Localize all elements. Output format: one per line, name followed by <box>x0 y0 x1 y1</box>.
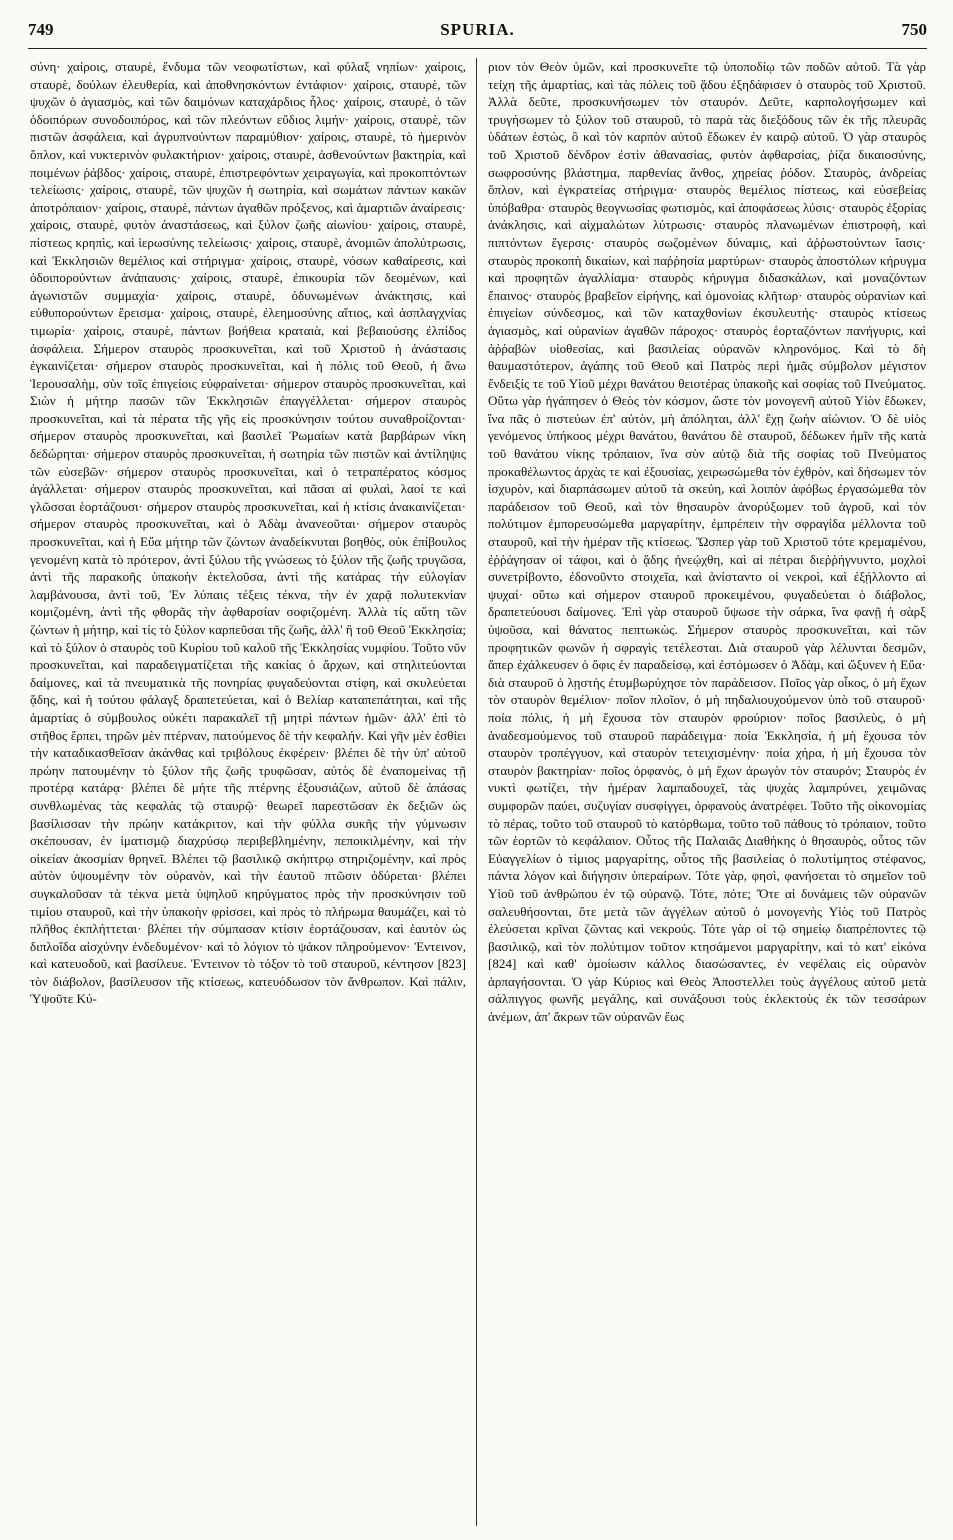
left-column <box>30 58 466 1528</box>
running-header <box>28 14 927 49</box>
left-column-text: σύνη· χαίροις, σταυρὲ, ἔνδυμα τῶν νεοφωτίστων, καὶ φύλαξ νηπίων· χαίροις, σταυρὲ, δούλων ἐλευθερία, καὶ ἀποθνησκόντων ἐντάφιον· χαίροις, σταυρὲ, τῶν ψυχῶν ὁ ἁγιασμὸς, καὶ τῶν δαιμόνων καταχάρδιος ἧλος· χαίροις, σταυρὲ, ὁ τῶν ὁδοιπόρων συνοδοιπόρος, καὶ τῶν πλεόντων εὔδιος λιμήν· χαίροις, σταυρὲ, τῶν πιστῶν ἀσφάλεια, καὶ ἀγρυπνούντων παραμύθιον· χαίροις, σταυρὲ, τὸ ἡμερινὸν ὅπλον, καὶ νυκτερινὸν φυλακτήριον· χαίροις, σταυρὲ, ἀσθενούντων βακτηρία, καὶ ποιμένων ῥάβδος· χαίροις, σταυρὲ, ἐπιστρεφόντων χειραγωγία, καὶ προκοπτόντων τελείωσις· χαίροις, σταυρὲ, τῶν ψυχῶν ἡ σωτηρία, καὶ σωμάτων πάντων κακῶν ἀποτρόπαιον· χαίροις, σταυρὲ, πάντων ἀγαθῶν πρόξενος, καὶ ἁμαρτιῶν ἀναίρεσις· χαίροις, σταυρὲ, φυτὸν ἀναστάσεως, καὶ ξύλον ζωῆς αἰωνίου· χαίροις, σταυρὲ, πίστεως κρηπὶς, καὶ ἱερωσύνης τελείωσις· χαίροις, σταυρὲ, ἀνομιῶν ἀπολύτρωσις, καὶ Ἐκκλησιῶν θεμέλιος καὶ στήριγμα· χαίροις, σταυρὲ, νόσων καθαίρεσις, καὶ ὁδοιπορούντων ἀνάπαυσις· χαίροις, σταυρὲ, ἐπικουρία τῶν δεομένων, καὶ ἀγωνιστῶν συμμαχία· χαίροις, σταυρὲ, ὀδυνωμένων ἀνάκτησις, καὶ εὐθυπορούντων ἔρεισμα· χαίροις, σταυρὲ, ἐλεημοσύνης αἴτιος, καὶ ἀσπλαγχνίας τιμωρία· χαίροις, σταυρὲ, πάντων βοήθεια κραταιὰ, καὶ βεβαιούσης ἐλπίδος ἀσφάλεια. Σήμερον σταυρὸς προσκυνεῖται, καὶ τοῦ Χριστοῦ ἡ ἀνάστασις ἐγκαινίζεται· σήμερον σταυρὸς προσκυνεῖται, καὶ ἡ πόλις τοῦ Θεοῦ, ἡ ἄνω Ἱερουσαλὴμ, σὺν τοῖς ἐπιγείοις εὐφραίνεται· σήμερον σταυρὸς προσκυνεῖται, καὶ Σιὼν ἡ μήτηρ πασῶν τῶν Ἐκκλησιῶν ἐπαγγέλλεται· σήμερον σταυρὸς προσκυνεῖται, καὶ τὰ πέρατα τῆς γῆς εἰς προσκύνησιν τούτου συναθροίζονται· σήμερον σταυρὸς προσκυνεῖται, καὶ βασιλεῖ Ῥωμαίων κατὰ βαρβάρων νίκη δεδώρηται· σήμερον σταυρὸς προσκυνεῖται, ἡ σωτηρία τῶν πιστῶν καὶ ἀντίληψις τῶν εὐσεβῶν· σήμερον σταυρὸς προσκυνεῖται, καὶ ὁ τετραπέρατος κόσμος ἀγάλλεται· σήμερον σταυρὸς προσκυνεῖται, καὶ πᾶσαι αἱ φυλαὶ, λαοί τε καὶ γλῶσσαι ἑορτάζουσι· σήμερον σταυρὸς προσκυνεῖται, καὶ ἡ κτίσις ἀνακαινίζεται· σήμερον σταυρὸς προσκυνεῖται, καὶ ὁ Ἀδὰμ ἀνανεοῦται· σήμερον σταυρὸς προσκυνεῖται, καὶ ἡ Εὔα μήτηρ τῶν ζώντων ἀναδείκνυται βοηθὸς, οὐκ ἐπίβουλος γενομένη κατὰ τὸ πρότερον, ἀντὶ ξύλου τῆς γνώσεως τὸ ξύλον τῆς ζωῆς τρυγῶσα, ἀντὶ τῆς παρακοῆς ὑπακοὴν ἐκτελοῦσα, ἀντὶ τῆς κατάρας τὴν εὐλογίαν λαμβάνουσα, ἀντὶ τοῦ, Ἐν λύπαις τέξεις τέκνα, τὴν ἐν χαρᾷ πολυτεκνίαν κομιζομένη, ἀντὶ τῆς φθορᾶς τὴν ἀφθαρσίαν σοφιζομένη. Ἀλλὰ τίς αὕτη τῶν ζώντων ἡ μήτηρ, καὶ τίς τὸ ξύλον καρπεῦσαι τῆς ζωῆς, ἀλλ' ἢ τοῦ Θεοῦ Ἐκκλησία; καὶ τὸ ξύλον ὁ σταυρὸς τοῦ Κυρίου τοῦ καλοῦ τῆς Ἐκκλησίας νυμφίου. Τοῦτο νῦν προσκυνεῖται, καὶ παραδειγματίζεται τῆς κακίας ὁ ἄρχων, καὶ στηλιτεύονται δαίμονες, καὶ τὰ πνευματικὰ τῆς πονηρίας φυγαδεύονται στίφη, καὶ σκυλεύεται ᾅδης, καὶ ἡ τούτου φάλαγξ δραπετεύεται, καὶ ὁ Βελίαρ καταπεπάτηται, καὶ τῆς ἁμαρτίας ὁ σύμβουλος οὐκέτι παρακαλεῖ τῇ μητρὶ πάντων ἡμῶν· ἀλλ' ἐπὶ τὸ στῆθος ἕρπει, τηρῶν μὲν πτέρναν, πατούμενος δὲ τὴν κεφαλήν. Καὶ γῆν μὲν ἐσθίει τὴν καταδικασθεῖσαν ἀκάνθας καὶ τριβόλους ἐκφέρειν· βλέπει δὲ τὴν ὑπ' αὐτοῦ πρώην πατουμένην τὸ ξύλον τῆς ζωῆς τρυφῶσαν, αὐτὸς δὲ ἐναπομείνας τῇ προτέρᾳ κατάρᾳ· βλέπει δὲ μήτε τῆς πτέρνης ἐξουσιάζων, αὐτοῦ δὲ ἁπάσας συνθλωμένας τὰς κεφαλὰς τῷ σταυρῷ· θεωρεῖ παρεστῶσαν ἐκ δεξιῶν ὡς βασίλισσαν τὴν πρώην κατάκριτον, καὶ τὴν φύλλα συκῆς τὴν γύμνωσιν σκέπουσαν, ἐν ἱματισμῷ διαχρύσῳ περιβεβλημένην, πεποικιλμένην, καὶ τὴν οἰκείαν ἀκοσμίαν θρηνεῖ. Βλέπει τῷ βασιλικῷ σκήπτρῳ στηριζομένην, καὶ πρὸς αὐτὸν ὑψουμένην τὸν οὐρανὸν, καὶ τὴν ἑαυτοῦ πτῶσιν ὀδύρεται· βλέπει συγκαλοῦσαν τὰ τέκνα μετὰ ὑψηλοῦ κηρύγματος πρὸς τὴν προσκύνησιν τοῦ τιμίου σταυροῦ, καὶ τὴν ὑπακοὴν φρίσσει, καὶ πρὸς τὸ πλήρωμα θαυμάζει, καὶ τὸ πλῆθος ἐκπλήττεται· βλέπει τὴν σύμπασαν κτίσιν ἑορτάζουσαν, καὶ ἑαυτὸν ὡς διπλοΐδα αἰσχύνην ἐνδεδυμένον· καὶ τὸ λόγιον τὸ ψάκον πληρούμενον· Ἐντεινον, καὶ κατευοδοῦ, καὶ βασίλευε. Ἐντεινον τὸ τόξον τὸ τοῦ σταυροῦ, κέντησον [823] τὸν διάβολον, βασίλευσον τῆς κτίσεως, κατευόδωσον τὸν ἄνθρωπον. Καὶ πάλιν, Ὑψοῦτε Κύ- <box>30 59 466 1007</box>
right-column <box>488 58 926 1528</box>
right-column-text: ριον τὸν Θεὸν ὑμῶν, καὶ προσκυνεῖτε τῷ ὑποποδίῳ τῶν ποδῶν αὐτοῦ. Τὰ γὰρ τείχη τῆς ἁμαρτίας, καὶ τὰς πόλεις τοῦ ᾅδου ἐξηδάφισεν ὁ σταυρὸς τοῦ Χριστοῦ. Ἀλλὰ δεῦτε, προσκυνήσωμεν τὸν σταυρόν. Δεῦτε, καρπολογήσωμεν καὶ τρυγήσωμεν τὸ ξύλον τοῦ σταυροῦ, τὸ παρὰ τὰς διεξόδους τῶν ἐκ τῆς πλευρᾶς ὑδάτων ἑστὼς, ὃ καὶ τὸν καρπὸν αὐτοῦ ἔδωκεν ἐν καιρῷ αὐτοῦ. Ὁ γὰρ σταυρὸς τοῦ Χριστοῦ δένδρον ἐστὶν ἀθανασίας, φυτὸν ἀφθαρσίας, ῥίζα δικαιοσύνης, σωφροσύνης βλάστημα, παρθενίας ἄνθος, χηρείας ῥόδον. Σταυρὸς, ἀνδρείας ὅπλον, καὶ ἐγκρατείας στήριγμα· σταυρὸς θεμέλιος πίστεως, καὶ εὐσεβείας ὑπόβαθρα· σταυρὸς θεογνωσίας φωτισμὸς, καὶ ἀποφάσεως λύσις· σταυρὸς ἐξορίας ἀνάκλησις, καὶ αἰχμαλώτων λύτρωσις· σταυρὸς πλανωμένων ἐπιστροφὴ, καὶ πιπτόντων ἔγερσις· σταυρὸς σωζομένων δύναμις, καὶ ἀῤῥωστούντων ἴασις· σταυρὸς προκοπὴ δικαίων, καὶ παῤῥησία μαρτύρων· σταυρὸς ἀποστόλων κήρυγμα καὶ προφητῶν ἀγαλλίαμα· σταυρὸς κήρυγμα διδασκάλων, καὶ μοναζόντων ἔπαινος· σταυρὸς βραβεῖον εἰρήνης, καὶ ὁμονοίας κλῆτωρ· σταυρὸς οὐρανίων καὶ ἐπιγείων σύνδεσμος, καὶ τῶν καταχθονίων ἐκσυλευτής· σταυρὸς κτίσεως ἁγιασμὸς, καὶ οὐρανίων ἀγαθῶν πάροχος· σταυρὸς ἑορταζόντων πανήγυρις, καὶ ἀῤῥαβὼν υἱοθεσίας, καὶ βασιλείας οὐρανῶν κληρονόμος. Καὶ τὸ δὴ θαυμαστότερον, ἀγάπης τοῦ Θεοῦ καὶ Πατρὸς περὶ ἡμᾶς σύμβολον μέγιστον ἔνδειξίς τε τοῦ Υἱοῦ μέχρι θανάτου θειοτέρας ὑπακοῆς καὶ σοφίας τοῦ Πνεύματος. Οὕτω γὰρ ἠγάπησεν ὁ Θεὸς τὸν κόσμον, ὥστε τὸν μονογενῆ αὐτοῦ Υἱὸν ἔδωκεν, ἵνα πᾶς ὁ πιστεύων ἐπ' αὐτὸν, μὴ ἀπόληται, ἀλλ' ἔχῃ ζωὴν αἰώνιον. Ὁ δὲ υἱὸς γενόμενος ὑπήκοος μέχρι θανάτου, θανάτου δὲ σταυροῦ, δέδωκεν ἡμῖν τῆς κατὰ τοῦ θανάτου νίκης τρόπαιον, ἵνα σὺν αὐτῷ διὰ τῆς σοφίας τοῦ Πνεύματος προκαθέλωντος ἀρχὰς τε καὶ ἐξουσίας, χειρωσώμεθα τὸν ἐχθρὸν, καὶ δήσωμεν τὸν ἰσχυρὸν, καὶ διαρπάσωμεν αὐτοῦ τὰ σκεύη, καὶ λοιπὸν ἀφόβως ἐργασώμεθα τὸν παράδεισον τοῦ Θεοῦ, καὶ τὸν θησαυρὸν ἀνορύξωμεν τοῦ ἀγροῦ, καὶ τὸν πολύτιμον ἐμπορευσώμεθα μαργαρίτην, ἐμπρέπειν τὴν σφραγίδα μέλλοντα τοῦ σταυροῦ, καὶ τὴν ἡμέραν τῆς κτίσεως. Ὥσπερ γὰρ τοῦ Χριστοῦ τότε κρεμαμένου, ἐῤῥάγησαν οἱ τάφοι, καὶ ὁ ᾅδης ἠνεῴχθη, καὶ αἱ πέτραι διεῤῥήγνυντο, μοχλοὶ συνετρίβοντο, ἐδονοῦντο στοιχεῖα, καὶ ἀνίσταντο οἱ νεκροὶ, καὶ ἐξῄλλοντο αἱ ψυχαί· οὕτω καὶ σήμερον σταυροῦ προκειμένου, φυγαδεύεται ὁ διάβολος, δραπετεύουσι δαίμονες. Ἐπὶ γὰρ σταυροῦ ὕψωσε τὴν σάρκα, ἵνα φανῇ ἡ σὰρξ ὑψοῦσα, καὶ θάνατος πεπτωκὼς. Σήμερον σταυρὸς προσκυνεῖται, καὶ τῶν προφητικῶν φωνῶν ἡ σφραγὶς τετέλεσται. Διὰ σταυροῦ γὰρ λέλυνται δεσμῶν, ἅπερ ἐχάλκευσεν ὁ ὄφις ἐν παραδείσῳ, καὶ ἐστόμωσεν ὁ Ἀδὰμ, καὶ ὤξυνεν ἡ Εὔα· διὰ σταυροῦ ὁ λῃστὴς ἐτυμβωρύχησε τὸν παράδεισον. Ποῖος γὰρ οἶκος, ὁ μὴ ἔχων τὸν σταυρὸν θεμέλιον· ποῖον πλοῖον, ὁ μὴ πηδαλιουχούμενον ὑπὸ τοῦ σταυροῦ· ποία πόλις, ἡ μὴ ἔχουσα τὸν σταυρὸν φρούριον· ποῖος βασιλεὺς, ὁ μὴ ἀναδεσμούμενος τοῦ σταυροῦ παράδειγμα· ποία Ἐκκλησία, ἡ μὴ ἔχουσα τὸν σταυρὸν τροπέγγυον, καὶ σταυρὸν τετειχισμένην· ποία χήρα, ἡ μὴ ἔχουσα τὸν σταυρὸν βακτηρίαν· ποῖος ὀρφανὸς, ὁ μὴ ἔχων ἀρωγὸν τὸν σταυρόν; Σταυρὸς ἐν νυκτὶ φωτίζει, τὴν ἡμέραν λαμπαδουχεῖ, τὰς ψυχὰς λαμπρύνει, χειμῶνας συμφορῶν παύει, συζυγίαν συσφίγγει, ὀρφανοὺς ἀνατρέφει. Τοῦτο τῆς οἰκονομίας τὸ πέρας, τοῦτο τοῦ σταυροῦ τὸ κατόρθωμα, τοῦτο τοῦ πάθους τὸ τρόπαιον, τοῦτο τῶν ἑορτῶν τὸ κεφάλαιον. Οὗτος τῆς Παλαιᾶς Διαθήκης ὁ θησαυρὸς, οὗτος τῶν Εὐαγγελίων ὁ τίμιος μαργαρίτης, οὗτος τῆς βασιλείας ὁ πολυτίμητος στέφανος, πάντα λόγον καὶ διήγησιν ὑπεραίρων. Τότε γὰρ, φησὶ, φανήσεται τὸ σημεῖον τοῦ Υἱοῦ τοῦ ἀνθρώπου ἐν τῷ οὐρανῷ. Τότε, πότε; Ὅτε αἱ δυνάμεις τῶν οὐρανῶν σαλευθήσονται, ὅτε μετὰ τῶν ἀγγέλων αὐτοῦ ὁ μονογενὴς Υἱὸς τοῦ Πατρὸς ἐλεύσεται κρῖναι ζῶντας καὶ νεκρούς. Τότε γὰρ οἱ τῷ σημείῳ διαπρέποντες τῷ βασιλικῷ, καὶ τὸν πολύτιμον τοῦτον κτησάμενοι μαργαρίτην, καὶ τὸ κατ' εἰκόνα [824] καὶ καθ' ὁμοίωσιν κάλλος διασώσαντες, ἐν νεφέλαις εἰς οὐρανὸν ἁρπαγήσονται. Ὁ γὰρ Κύριος καὶ Θεὸς Ἀποστελλει τοὺς ἀγγέλους αὐτοῦ μετὰ σάλπιγγος φωνῆς μεγάλης, καὶ συνάξουσι τοὺς ἐκλεκτοὺς ἐκ τῶν τεσσάρων ἀνέμων, ἀπ' ἄκρων τῶν οὐρανῶν ἕως <box>488 59 926 1025</box>
page-number-left: 749 <box>28 20 54 39</box>
column-divider <box>476 58 477 1526</box>
page-number-right: 750 <box>901 20 927 39</box>
running-title: SPURIA. <box>440 20 515 39</box>
